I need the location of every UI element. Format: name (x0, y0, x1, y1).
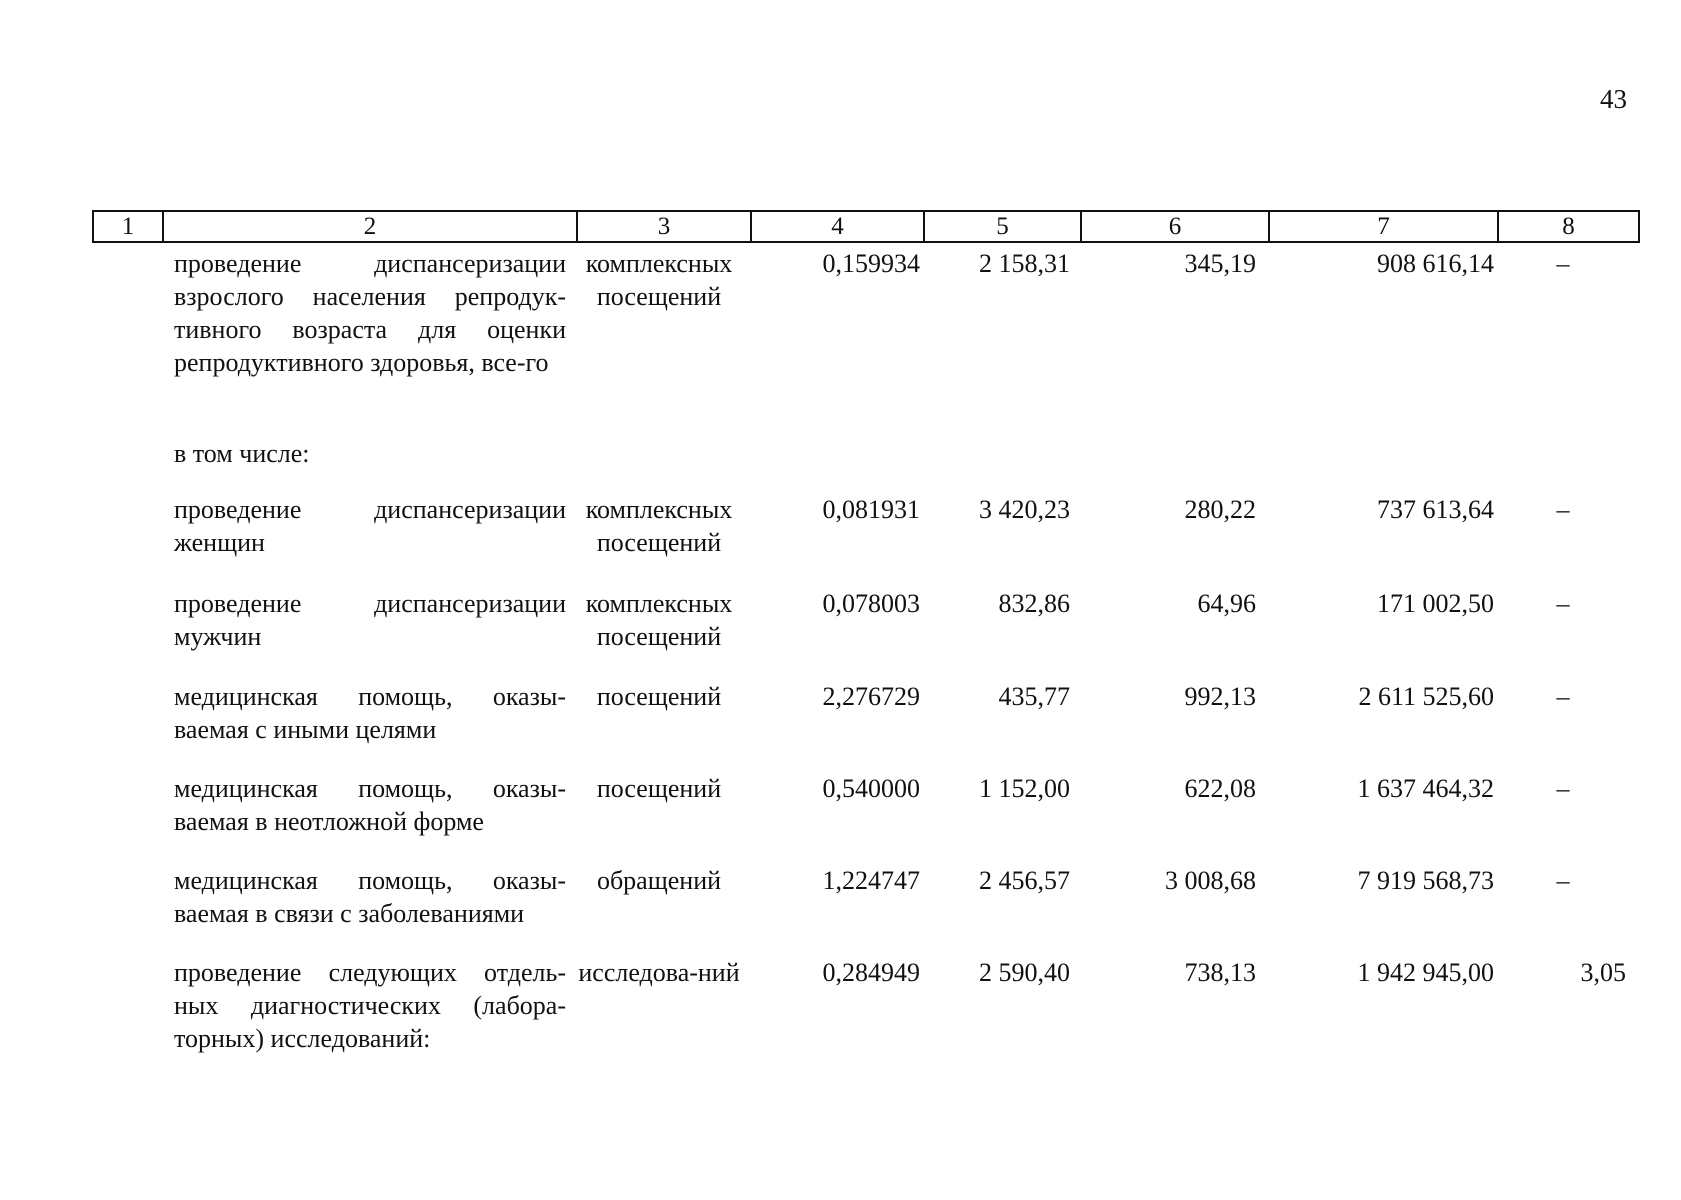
row-col5: 1 152,00 (979, 774, 1070, 803)
row-col6: 280,22 (1184, 495, 1256, 524)
row-col5: 3 420,23 (979, 495, 1070, 524)
row-col5: 2 590,40 (979, 958, 1070, 987)
row-col6: 622,08 (1184, 774, 1256, 803)
row-name: медицинская помощь, оказы-ваемая в неотложной форме (174, 774, 566, 836)
row-col6: 738,13 (1184, 958, 1256, 987)
row-col5: 435,77 (998, 682, 1070, 711)
row-unit: посещений (596, 682, 722, 711)
column-number-8: 8 (1498, 211, 1639, 242)
row-col4: 0,078003 (822, 589, 920, 618)
row-unit: комплексных посещений (585, 589, 733, 651)
row-col4: 0,081931 (822, 495, 920, 524)
row-col7: 7 919 568,73 (1357, 866, 1494, 895)
row-col7: 2 611 525,60 (1358, 682, 1494, 711)
row-col8: – (1556, 495, 1570, 524)
row-col4: 0,540000 (822, 774, 920, 803)
row-name: проведение диспансеризации взрослого населения репродук-тивного возраста для оценки репродуктивного здоровья, все-го (174, 249, 566, 377)
row-col6: 3 008,68 (1165, 866, 1256, 895)
row-col7: 171 002,50 (1377, 589, 1494, 618)
row-col6: 345,19 (1184, 249, 1256, 278)
column-number-5: 5 (924, 211, 1081, 242)
page-number: 43 (1600, 84, 1627, 114)
row-col5: 2 456,57 (979, 866, 1070, 895)
row-unit: комплексных посещений (585, 495, 733, 557)
column-number-header (92, 210, 1640, 243)
row-col5: 2 158,31 (979, 249, 1070, 278)
column-number-3: 3 (577, 211, 751, 242)
row-col7: 1 637 464,32 (1357, 774, 1494, 803)
row-col5: 832,86 (998, 589, 1070, 618)
column-number-2: 2 (163, 211, 577, 242)
row-name: медицинская помощь, оказы-ваемая в связи с заболеваниями (174, 866, 566, 928)
row-col8: – (1556, 866, 1570, 895)
row-col8: – (1556, 589, 1570, 618)
subheader-in-that-number: в том числе: (174, 439, 310, 468)
column-number-4: 4 (751, 211, 924, 242)
row-col4: 1,224747 (822, 866, 920, 895)
row-unit: обращений (596, 866, 722, 895)
column-number-7: 7 (1269, 211, 1498, 242)
row-col6: 992,13 (1184, 682, 1256, 711)
row-unit: комплексных посещений (585, 249, 733, 311)
row-col4: 2,276729 (822, 682, 920, 711)
row-col4: 0,159934 (822, 249, 920, 278)
row-col8: – (1556, 774, 1570, 803)
row-name: проведение диспансеризации женщин (174, 495, 566, 557)
row-unit: исследова-ний (578, 958, 740, 987)
row-col7: 737 613,64 (1377, 495, 1494, 524)
row-col8: – (1556, 249, 1570, 278)
row-col7: 1 942 945,00 (1357, 958, 1494, 987)
row-name: проведение диспансеризации мужчин (174, 589, 566, 651)
column-number-1: 1 (93, 211, 163, 242)
row-col6: 64,96 (1197, 589, 1256, 618)
row-col8: 3,05 (1580, 958, 1626, 987)
row-col4: 0,284949 (822, 958, 920, 987)
row-col7: 908 616,14 (1377, 249, 1494, 278)
row-unit: посещений (596, 774, 722, 803)
row-name: медицинская помощь, оказы-ваемая с иными целями (174, 682, 566, 744)
row-name: проведение следующих отдель-ных диагностических (лабора-торных) исследований: (174, 958, 566, 1053)
row-col8: – (1556, 682, 1570, 711)
column-number-6: 6 (1081, 211, 1269, 242)
